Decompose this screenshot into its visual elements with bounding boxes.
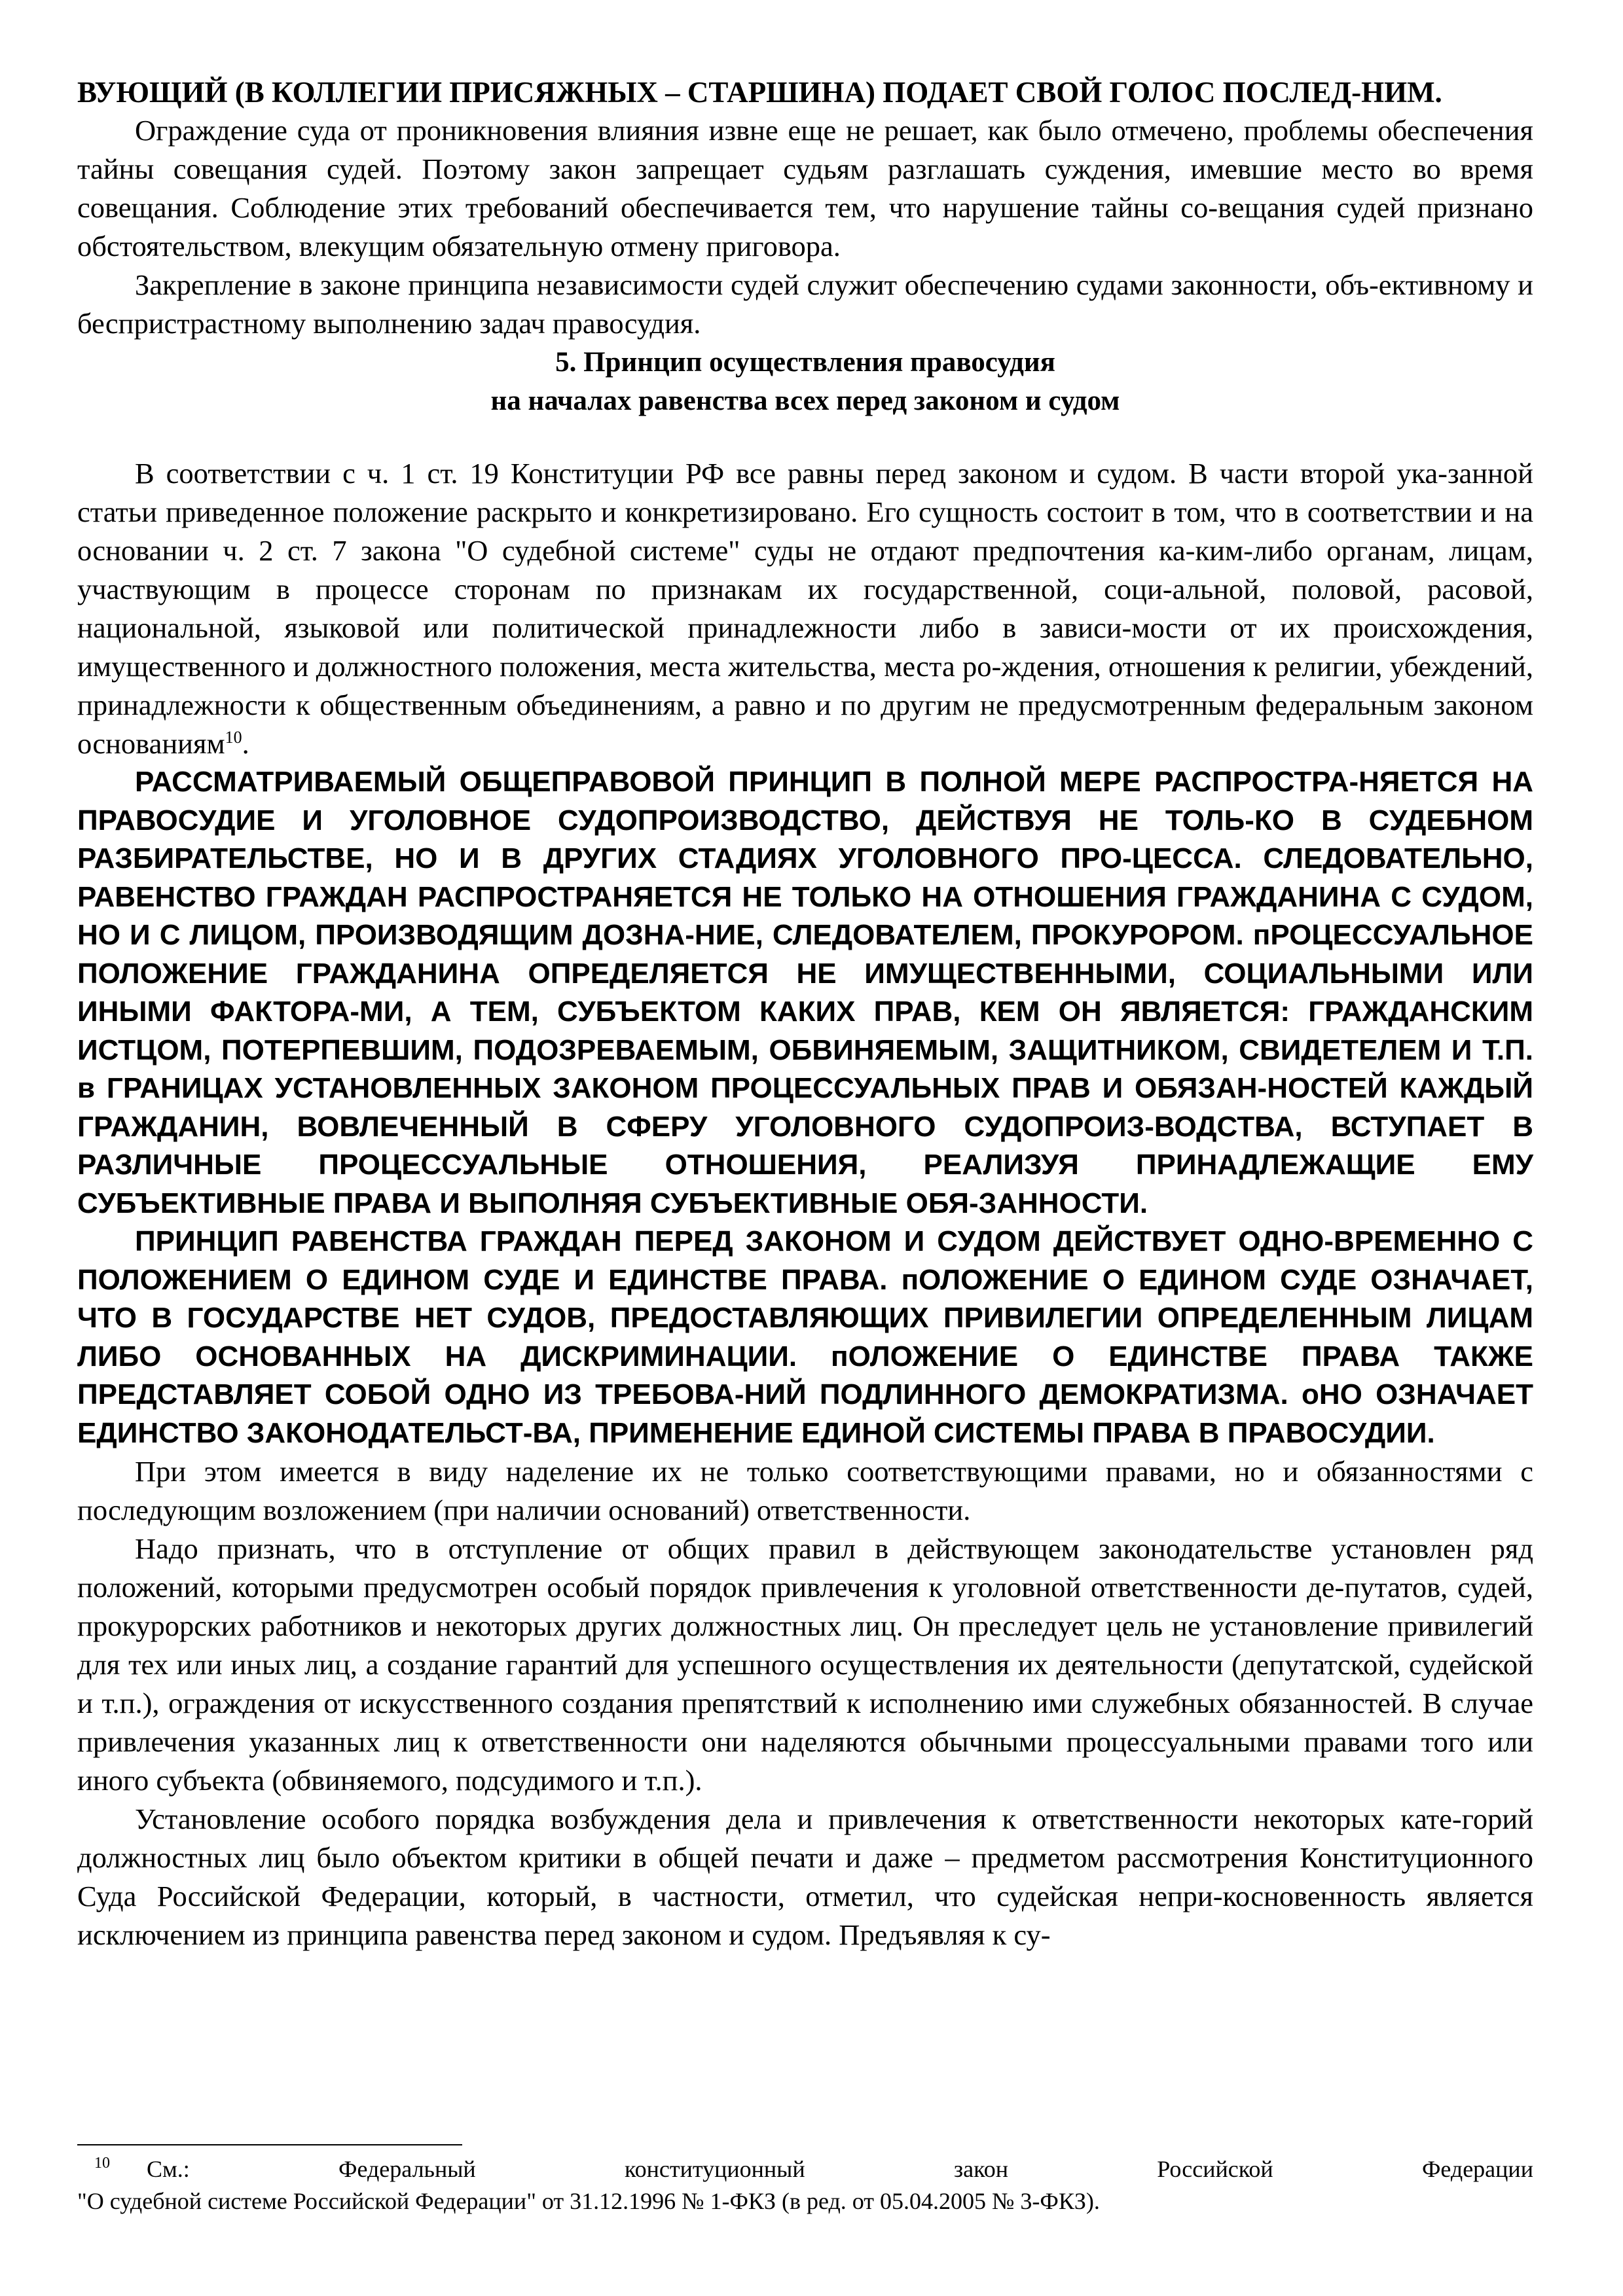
section-heading-line-2: на началах равенства всех перед законом и судом — [490, 386, 1120, 416]
page-body — [77, 73, 1533, 1954]
footnote — [77, 2155, 1533, 2215]
section-heading — [77, 343, 1533, 420]
footnote-reference[interactable]: 10 — [225, 728, 242, 747]
footnote-words — [147, 2155, 1533, 2183]
footnote-word: закон — [953, 2156, 1009, 2182]
paragraph-caps-principle: РАССМАТРИВАЕМЫЙ ОБЩЕПРАВОВОЙ ПРИНЦИП В ПОЛНОЙ МЕРЕ РАСПРОСТРА-НЯЕТСЯ НА ПРАВОСУДИЕ И УГОЛОВНОЕ СУДОПРОИЗВОДСТВО, ДЕЙСТВУЯ НЕ ТОЛЬ-КО В СУДЕБНОМ РАЗБИРАТЕЛЬСТВЕ, НО И В ДРУГИХ СТАДИЯХ УГОЛОВНОГО ПРО-ЦЕССА. СЛЕДОВАТЕЛЬНО, РАВЕНСТВО ГРАЖДАН РАСПРОСТРАНЯЕТСЯ НЕ ТОЛЬКО НА ОТНОШЕНИЯ ГРАЖДАНИНА С СУДОМ, НО И С ЛИЦОМ, ПРОИЗВОДЯЩИМ ДОЗНА-НИЕ, СЛЕДОВАТЕЛЕМ, ПРОКУРОРОМ. пРОЦЕССУАЛЬНОЕ ПОЛОЖЕНИЕ ГРАЖДАНИНА ОПРЕДЕЛЯЕТСЯ НЕ ИМУЩЕСТВЕННЫМИ, СОЦИАЛЬНЫМИ ИЛИ ИНЫМИ ФАКТОРА-МИ, А ТЕМ, СУБЪЕКТОМ КАКИХ ПРАВ, КЕМ ОН ЯВЛЯЕТСЯ: ГРАЖДАНСКИМ ИСТЦОМ, ПОТЕРПЕВШИМ, ПОДОЗРЕВАЕМЫМ, ОБВИНЯЕМЫМ, ЗАЩИТНИКОМ, СВИДЕТЕЛЕМ И Т.П. в ГРАНИЦАХ УСТАНОВЛЕННЫХ ЗАКОНОМ ПРОЦЕССУАЛЬНЫХ ПРАВ И ОБЯЗАН-НОСТЕЙ КАЖДЫЙ ГРАЖДАНИН, ВОВЛЕЧЕННЫЙ В СФЕРУ УГОЛОВНОГО СУДОПРОИЗ-ВОДСТВА, ВСТУПАЕТ В РАЗЛИЧНЫЕ ПРОЦЕССУАЛЬНЫЕ ОТНОШЕНИЯ, РЕАЛИЗУЯ ПРИНАДЛЕЖАЩИЕ ЕМУ СУБЪЕКТИВНЫЕ ПРАВА И ВЫПОЛНЯЯ СУБЪЕКТИВНЫЕ ОБЯ-ЗАННОСТИ. — [77, 766, 1533, 1219]
footnote-line-1 — [77, 2155, 1533, 2187]
footnote-separator — [77, 2144, 462, 2145]
paragraph-constitution-end: . — [242, 727, 249, 760]
footnote-line-2: "О судебной системе Российской Федерации" от 31.12.1996 № 1-ФКЗ (в ред. от 05.04.2005 № 3-ФКЗ). — [77, 2188, 1100, 2214]
footnote-word: конституционный — [624, 2156, 805, 2182]
footnote-mark: 10 — [94, 2155, 110, 2172]
paragraph-caps-equality: ПРИНЦИП РАВЕНСТВА ГРАЖДАН ПЕРЕД ЗАКОНОМ И СУДОМ ДЕЙСТВУЕТ ОДНО-ВРЕМЕННО С ПОЛОЖЕНИЕМ О ЕДИНОМ СУДЕ И ЕДИНСТВЕ ПРАВА. пОЛОЖЕНИЕ О ЕДИНОМ СУДЕ ОЗНАЧАЕТ, ЧТО В ГОСУДАРСТВЕ НЕТ СУДОВ, ПРЕДОСТАВЛЯЮЩИХ ПРИВИЛЕГИИ ОПРЕДЕЛЕННЫМ ЛИЦАМ ЛИБО ОСНОВАННЫХ НА ДИСКРИМИНАЦИИ. пОЛОЖЕНИЕ О ЕДИНСТВЕ ПРАВА ТАКЖЕ ПРЕДСТАВЛЯЕТ СОБОЙ ОДНО ИЗ ТРЕБОВА-НИЙ ПОДЛИННОГО ДЕМОКРАТИЗМА. оНО ОЗНАЧАЕТ ЕДИНСТВО ЗАКОНОДАТЕЛЬСТ-ВА, ПРИМЕНЕНИЕ ЕДИНОЙ СИСТЕМЫ ПРАВА В ПРАВОСУДИИ. — [77, 1225, 1533, 1449]
paragraph-criticism: Установление особого порядка возбуждения дела и привлечения к ответственности некоторых кате-горий должностных лиц было объектом критики в общей печати и даже – предметом рассмотрения Конституционного Суда Российской Федерации, который, в частности, отметил, что судейская непри-косновенность является исключением из принципа равенства перед законом и судом. Предъявляя к су- — [77, 1803, 1533, 1951]
footnote-word: См.: — [147, 2156, 190, 2182]
section-heading-line-1: 5. Принцип осуществления правосудия — [555, 347, 1055, 378]
footnote-word: Федеральный — [338, 2156, 476, 2182]
footnote-word: Российской — [1157, 2156, 1273, 2182]
paragraph-constitution-text: В соответствии с ч. 1 ст. 19 Конституции РФ все равны перед законом и судом. В части второй ука-занной статьи приведенное положение раскрыто и конкретизировано. Его сущность состоит в том, что в соответствии и на основании ч. 2 ст. 7 закона "О судебной системе" суды не отдают предпочтения ка-ким-либо органам, лицам, участвующим в процессе сторонам по признакам их государственной, соци-альной, половой, расовой, национальной, языковой или политической принадлежности либо в зависи-мости от их происхождения, имущественного и должностного положения, места жительства, места ро-ждения, отношения к религии, убеждений, принадлежности к общественным объединениям, а равно и по другим не предусмотренным федеральным законом основаниям — [77, 457, 1533, 760]
paragraph-secrecy: Ограждение суда от проникновения влияния извне еще не решает, как было отмечено, проблемы обеспечения тайны совещания судей. Поэтому закон запрещает судьям разглашать суждения, имевшие место во время совещания. Соблюдение этих требований обеспечивается тем, что нарушение тайны со-вещания судей признано обстоятельством, влекущим обязательную отмену приговора. — [77, 114, 1533, 262]
paragraph-independence: Закрепление в законе принципа независимости судей служит обеспечению судами законности, объ-ективному и беспристрастному выполнению задач правосудия. — [77, 268, 1533, 340]
paragraph-constitution — [77, 454, 1533, 763]
paragraph-continued-caps: ВУЮЩИЙ (В КОЛЛЕГИИ ПРИСЯЖНЫХ – СТАРШИНА) ПОДАЕТ СВОЙ ГОЛОС ПОСЛЕД-НИМ. — [77, 76, 1442, 109]
paragraph-exceptions: Надо признать, что в отступление от общих правил в действующем законодательстве установлен ряд положений, которыми предусмотрен особый порядок привлечения к уголовной ответственности де-путатов, судей, прокурорских работников и некоторых других должностных лиц. Он преследует цель не установление привилегий для тех или иных лиц, а создание гарантий для успешного осуществления их деятельности (депутатской, судейской и т.п.), ограждения от искусственного создания препятствий к исполнению ими служебных обязанностей. В случае привлечения указанных лиц к ответственности они наделяются обычными процессуальными правами того или иного субъекта (обвиняемого, подсудимого и т.п.). — [77, 1532, 1533, 1797]
paragraph-duties: При этом имеется в виду наделение их не только соответствующими правами, но и обязанностями с последующим возложением (при наличии оснований) ответственности. — [77, 1455, 1533, 1526]
footnote-word: Федерации — [1421, 2156, 1533, 2182]
